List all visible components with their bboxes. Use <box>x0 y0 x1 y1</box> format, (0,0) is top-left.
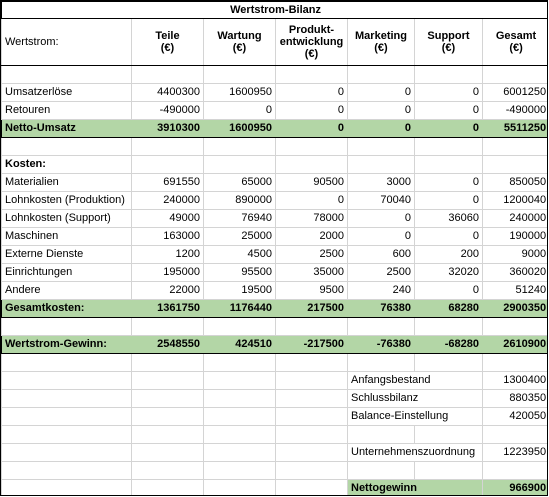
row-value: 2548550 <box>132 336 204 354</box>
empty-cell <box>483 156 549 174</box>
empty-cell <box>415 354 483 372</box>
header-col-marketing: Marketing (€) <box>348 19 415 66</box>
row-label: Retouren <box>2 102 132 120</box>
empty-cell <box>483 462 549 480</box>
row-value: 2900350 <box>483 300 549 318</box>
row-value: 424510 <box>204 336 276 354</box>
summary-value: 880350 <box>483 390 549 408</box>
row-value: 2500 <box>348 264 415 282</box>
empty-cell <box>2 138 132 156</box>
row-value: 217500 <box>276 300 348 318</box>
row-label: Lohnkosten (Produktion) <box>2 192 132 210</box>
summary-value: 1223950 <box>483 444 549 462</box>
header-col-total: Gesamt (€) <box>483 19 549 66</box>
row-value: 240000 <box>483 210 549 228</box>
row-value: 78000 <box>276 210 348 228</box>
empty-cell <box>415 318 483 336</box>
row-value: 22000 <box>132 282 204 300</box>
row-value: 1361750 <box>132 300 204 318</box>
row-value: 6001250 <box>483 84 549 102</box>
empty-cell <box>204 408 276 426</box>
cost-row <box>2 264 549 282</box>
row-value: 9500 <box>276 282 348 300</box>
empty-cell <box>415 156 483 174</box>
cost-row <box>2 246 549 264</box>
row-value: 19500 <box>204 282 276 300</box>
row-value: 0 <box>415 84 483 102</box>
row-label: Materialien <box>2 174 132 192</box>
row-value: 1600950 <box>204 120 276 138</box>
summary-label: Unternehmenszuordnung <box>348 444 483 462</box>
empty-cell <box>276 426 348 444</box>
row-value: 163000 <box>132 228 204 246</box>
summary-value: 1300400 <box>483 372 549 390</box>
row-value: 190000 <box>483 228 549 246</box>
row-value: 0 <box>415 102 483 120</box>
empty-cell <box>132 408 204 426</box>
row-value: 1200040 <box>483 192 549 210</box>
row-value: 32020 <box>415 264 483 282</box>
costs-heading-row <box>2 156 549 174</box>
empty-cell <box>204 354 276 372</box>
row-value: 0 <box>348 210 415 228</box>
row-value: 1200 <box>132 246 204 264</box>
row-value: 0 <box>415 282 483 300</box>
row-value: 240 <box>348 282 415 300</box>
row-value: 65000 <box>204 174 276 192</box>
empty-row <box>2 426 549 444</box>
empty-cell <box>2 354 132 372</box>
empty-cell <box>2 408 132 426</box>
row-value: 70040 <box>348 192 415 210</box>
empty-cell <box>132 444 204 462</box>
row-value: 4500 <box>204 246 276 264</box>
row-value: 4400300 <box>132 84 204 102</box>
row-value: 195000 <box>132 264 204 282</box>
empty-row <box>2 318 549 336</box>
empty-cell <box>276 444 348 462</box>
empty-cell <box>204 426 276 444</box>
row-value: 0 <box>415 174 483 192</box>
row-value: 1600950 <box>204 84 276 102</box>
row-value: -490000 <box>132 102 204 120</box>
row-value: 0 <box>415 120 483 138</box>
empty-cell <box>415 138 483 156</box>
summary-label: Anfangsbestand <box>348 372 483 390</box>
allocation-row <box>2 444 549 462</box>
section-label: Kosten: <box>2 156 132 174</box>
empty-cell <box>2 444 132 462</box>
empty-row <box>2 138 549 156</box>
row-label: Einrichtungen <box>2 264 132 282</box>
empty-cell <box>276 480 348 497</box>
empty-cell <box>483 354 549 372</box>
empty-cell <box>276 318 348 336</box>
row-value: 90500 <box>276 174 348 192</box>
empty-cell <box>415 426 483 444</box>
row-value: 3000 <box>348 174 415 192</box>
net-profit-row <box>2 480 549 497</box>
row-value: 890000 <box>204 192 276 210</box>
row-label: Andere <box>2 282 132 300</box>
summary-label: Schlussbilanz <box>348 390 483 408</box>
row-value: 0 <box>276 120 348 138</box>
empty-cell <box>348 66 415 84</box>
empty-cell <box>483 426 549 444</box>
row-value: 2610900 <box>483 336 549 354</box>
net-revenue-row <box>2 120 549 138</box>
summary-value: 420050 <box>483 408 549 426</box>
empty-cell <box>348 138 415 156</box>
header-col-product-dev: Produkt- entwicklung (€) <box>276 19 348 66</box>
stream-profit-row <box>2 336 549 354</box>
row-label: Netto-Umsatz <box>2 120 132 138</box>
empty-cell <box>132 318 204 336</box>
row-value: 68280 <box>415 300 483 318</box>
empty-cell <box>2 462 132 480</box>
empty-row <box>2 354 549 372</box>
total-costs-row <box>2 300 549 318</box>
empty-cell <box>348 462 415 480</box>
empty-cell <box>204 390 276 408</box>
empty-cell <box>204 462 276 480</box>
row-value: 2500 <box>276 246 348 264</box>
row-value: 600 <box>348 246 415 264</box>
balance-table <box>1 1 548 496</box>
row-value: 0 <box>348 84 415 102</box>
empty-cell <box>483 318 549 336</box>
row-value: 691550 <box>132 174 204 192</box>
header-col-support: Support (€) <box>415 19 483 66</box>
row-value: 76380 <box>348 300 415 318</box>
empty-cell <box>132 372 204 390</box>
row-label: Umsatzerlöse <box>2 84 132 102</box>
empty-cell <box>2 480 132 497</box>
row-value: 0 <box>276 192 348 210</box>
row-label: Maschinen <box>2 228 132 246</box>
empty-cell <box>132 156 204 174</box>
empty-cell <box>204 318 276 336</box>
empty-cell <box>204 66 276 84</box>
row-value: 25000 <box>204 228 276 246</box>
empty-cell <box>204 138 276 156</box>
empty-cell <box>276 372 348 390</box>
row-value: 200 <box>415 246 483 264</box>
empty-cell <box>132 66 204 84</box>
cost-row <box>2 228 549 246</box>
empty-cell <box>2 318 132 336</box>
revenue-row <box>2 84 549 102</box>
summary-row <box>2 372 549 390</box>
row-value: 49000 <box>132 210 204 228</box>
row-value: 0 <box>276 84 348 102</box>
empty-cell <box>204 372 276 390</box>
row-label: Lohnkosten (Support) <box>2 210 132 228</box>
empty-cell <box>204 480 276 497</box>
empty-cell <box>415 462 483 480</box>
empty-row <box>2 462 549 480</box>
empty-cell <box>276 354 348 372</box>
empty-cell <box>276 138 348 156</box>
summary-label: Nettogewinn <box>348 480 483 497</box>
empty-cell <box>348 318 415 336</box>
summary-label: Balance-Einstellung <box>348 408 483 426</box>
row-value: -68280 <box>415 336 483 354</box>
row-value: 5511250 <box>483 120 549 138</box>
empty-cell <box>483 138 549 156</box>
empty-cell <box>348 156 415 174</box>
row-value: 76940 <box>204 210 276 228</box>
row-value: -217500 <box>276 336 348 354</box>
empty-cell <box>2 390 132 408</box>
empty-cell <box>2 66 132 84</box>
empty-cell <box>204 156 276 174</box>
empty-cell <box>132 426 204 444</box>
row-value: -76380 <box>348 336 415 354</box>
row-value: 1176440 <box>204 300 276 318</box>
summary-row <box>2 408 549 426</box>
empty-cell <box>132 390 204 408</box>
row-value: 850050 <box>483 174 549 192</box>
row-value: 360020 <box>483 264 549 282</box>
row-value: -490000 <box>483 102 549 120</box>
empty-cell <box>2 372 132 390</box>
empty-row <box>2 66 549 84</box>
cost-row <box>2 174 549 192</box>
empty-cell <box>132 138 204 156</box>
empty-cell <box>276 156 348 174</box>
row-value: 0 <box>204 102 276 120</box>
row-value: 9000 <box>483 246 549 264</box>
row-label: Gesamtkosten: <box>2 300 132 318</box>
cost-row <box>2 282 549 300</box>
row-value: 0 <box>348 120 415 138</box>
row-value: 51240 <box>483 282 549 300</box>
revenue-row <box>2 102 549 120</box>
row-value: 0 <box>415 228 483 246</box>
empty-cell <box>276 462 348 480</box>
row-value: 35000 <box>276 264 348 282</box>
empty-cell <box>132 354 204 372</box>
header-col-maintenance: Wartung (€) <box>204 19 276 66</box>
header-col-parts: Teile (€) <box>132 19 204 66</box>
empty-cell <box>2 426 132 444</box>
empty-cell <box>483 66 549 84</box>
empty-cell <box>415 66 483 84</box>
cost-row <box>2 192 549 210</box>
row-value: 3910300 <box>132 120 204 138</box>
empty-cell <box>276 390 348 408</box>
empty-cell <box>348 354 415 372</box>
row-value: 0 <box>415 192 483 210</box>
empty-cell <box>132 480 204 497</box>
row-value: 0 <box>276 102 348 120</box>
empty-cell <box>348 426 415 444</box>
summary-value: 966900 <box>483 480 549 497</box>
empty-cell <box>276 408 348 426</box>
row-value: 36060 <box>415 210 483 228</box>
row-value: 0 <box>348 102 415 120</box>
empty-cell <box>276 66 348 84</box>
row-value: 240000 <box>132 192 204 210</box>
row-value: 95500 <box>204 264 276 282</box>
empty-cell <box>204 444 276 462</box>
empty-cell <box>132 462 204 480</box>
row-label: Externe Dienste <box>2 246 132 264</box>
row-value: 0 <box>348 228 415 246</box>
row-value: 2000 <box>276 228 348 246</box>
sheet-title: Wertstrom-Bilanz <box>2 2 549 19</box>
row-label: Wertstrom-Gewinn: <box>2 336 132 354</box>
cost-row <box>2 210 549 228</box>
summary-row <box>2 390 549 408</box>
header-stream-label: Wertstrom: <box>2 19 132 66</box>
